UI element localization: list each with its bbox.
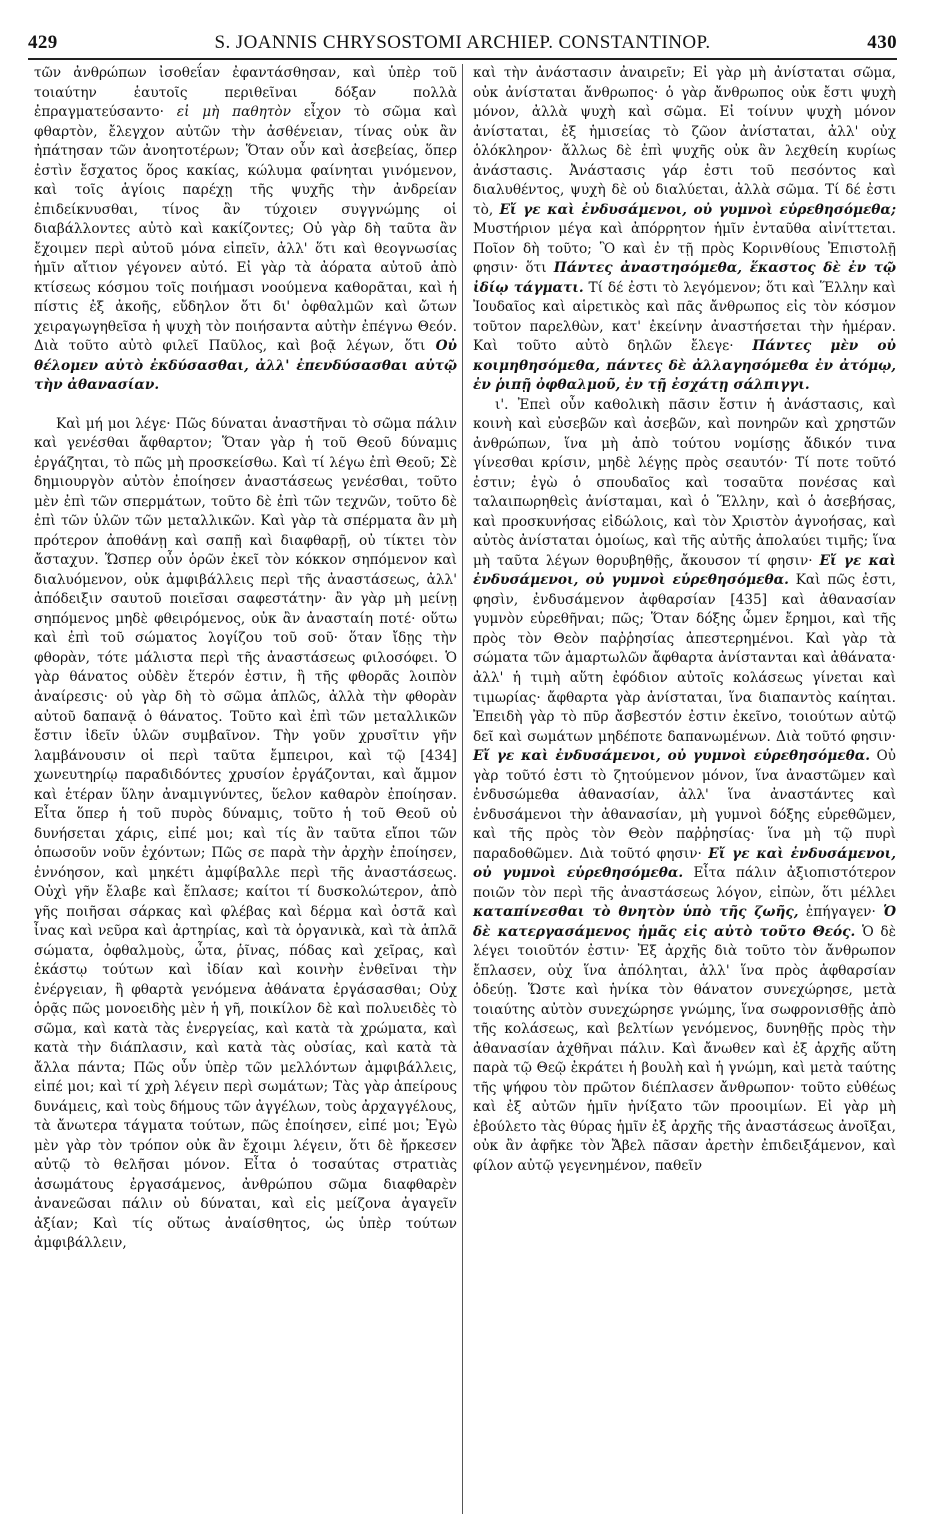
text-run: Ὁ δὲ λέγει τοιοῦτόν ἐστιν· Ἐξ ἀρχῆς διὰ τοῦτο τὸν ἄνθρωπον ἔπλασεν, οὐχ ἵνα ἀπόληται, ἀλλ' ἵνα πρὸς ἀφθαρσίαν ὁδεύῃ. Ὥστε καὶ ἡνίκα τὸν θάνατον συνεχώρησε, μετὰ τοιαύτης αὐτὸν συνεχώρησε γνώμης, ἵνα σωφρονισθῇς ἀπὸ τῆς κολάσεως, καὶ βελτίων γενόμενος, δυνηθῇς πρὸς τὴν ἀθανασίαν ἀχθῆναι πάλιν. Καὶ ἄνωθεν καὶ ἐξ ἀρχῆς αὕτη παρὰ τῷ Θεῷ ἐκράτει ἡ βουλὴ καὶ ἡ γνώμη, καὶ μετὰ ταύτης τῆς ψήφου τὸν πρῶτον διέπλασεν ἄνθρωπον· τοῦτο εὐθέως καὶ ἐξ αὐτῶν ἡμῖν ἠνίξατο τῶν προοιμίων. Εἰ γὰρ μὴ ἐβούλετο τὰς θύρας ἡμῖν ἐξ ἀρχῆς τῆς ἀναστάσεως ἀνοῖξαι, οὐκ ἂν ἀφῆκε τὸν Ἄβελ πᾶσαν ἀρετὴν ἐπιδειξάμενον, καὶ φίλον αὐτῷ γεγενημένον, παθεῖν (473, 923, 896, 1174)
paragraph (34, 64, 457, 396)
page-number-left: 429 (28, 32, 58, 53)
scripture-quote: Εἴ γε καὶ ἐνδυσάμενοι, οὐ γυμνοὶ εὑρεθησόμεθα. (473, 748, 871, 765)
scripture-quote: Εἴ γε καὶ ἐνδυσάμενοι, οὐ γυμνοὶ εὑρεθησόμεθα; (499, 201, 897, 218)
text-run: Τί δέ ἐστι τὸ λεγόμενον; ὅτι καὶ Ἕλλην καὶ Ἰουδαῖος καὶ αἱρετικὸς καὶ πᾶς ἄνθρωπος εἰς τὸν κόσμον τοῦτον παρελθὼν, κατ' ἐκείνην ἀναστήσεται τὴν ἡμέραν. Καὶ τοῦτο αὐτὸ δηλῶν ἔλεγε· (473, 279, 897, 355)
text-run: Καὶ πῶς ἐστι, φησὶν, ἐνδυσάμενον ἀφθαρσίαν [435] καὶ ἀθανασίαν γυμνὸν εὑρεθῆναι; πῶς; Ὅταν δόξης ὦμεν ἔρημοι, καὶ τῆς πρὸς τὸν Θεὸν παῤῥησίας ἀπεστερημένοι. Καὶ γὰρ τὰ σώματα τῶν ἁμαρτωλῶν ἄφθαρτα ἀνίστανται καὶ ἀθάνατα· ἀλλ' ἡ τιμὴ αὕτη ἐφόδιον αὐτοῖς κολάσεως γίνεται καὶ τιμωρίας· ἄφθαρτα γὰρ ἀνίσταται, ἵνα διαπαντὸς καίηται. Ἐπειδὴ γὰρ τὸ πῦρ ἄσβεστόν ἐστιν ἐκεῖνο, τοιούτων αὐτῷ δεῖ καὶ σωμάτων μηδέποτε δαπανωμένων. Διὰ τοῦτό φησιν· (473, 572, 896, 745)
page-header (28, 32, 897, 56)
text-run: καὶ τὴν ἀνάστασιν ἀναιρεῖν; Εἰ γὰρ μὴ ἀνίσταται σῶμα, οὐκ ἀνίσταται ἄνθρωπος· ὁ γὰρ ἄνθρωπος οὐκ ἔστι ψυχὴ μόνον, ἀλλὰ ψυχὴ καὶ σῶμα. Εἰ τοίνυν ψυχὴ μόνον ἀνίσταται, ἐξ ἡμισείας τὸ ζῶον ἀνίσταται, ἀλλ' οὐχ ὁλόκληρον· ἄλλως δὲ ἐπὶ ψυχῆς οὐκ ἂν λεχθείη κυρίως ἀνάστασις. Ἀνάστασις γάρ ἐστι τοῦ πεσόντος καὶ διαλυθέντος, ψυχὴ δὲ οὐ διαλύεται, ἀλλὰ σῶμα. Τί δέ ἐστι τὸ, (473, 65, 896, 218)
paragraph (473, 396, 896, 1177)
running-title: S. JOANNIS CHRYSOSTOMI ARCHIEP. CONSTANTINOP. (214, 32, 711, 53)
scripture-quote: Εἴ γε καὶ ἐνδυσάμενοι, οὐ γυμνοὶ εὑρεθησόμεθα. (473, 845, 896, 882)
text-run: τῶν ἀνθρώπων ἰσοθεΐαν ἐφαντάσθησαν, καὶ ὑπὲρ τοῦ τοιαύτην ἑαυτοῖς περιθεῖναι δόξαν πολλὰ ἐπραγματεύσαντο· (34, 65, 457, 121)
left-column (34, 64, 457, 1254)
scripture-quote: Οὐ θέλομεν αὐτὸ ἐκδύσασθαι, ἀλλ' ἐπενδύσασθαι αὐτῷ τὴν ἀθανασίαν. (34, 338, 457, 394)
scripture-quote: Εἴ γε καὶ ἐνδυσάμενοι, οὐ γυμνοὶ εὑρεθησόμεθα. (473, 552, 896, 589)
text-run: ἐπήγαγεν· (798, 904, 884, 921)
right-column (473, 64, 896, 1176)
column-divider (462, 64, 463, 1514)
italic-quote: εἰ μὴ παθητὸν (176, 104, 291, 121)
paragraph (473, 64, 896, 396)
text-run: εἶχον τὸ σῶμα καὶ φθαρτὸν, ἔλεγχον αὐτῶν τὴν ἀσθένειαν, τίνας οὐκ ἂν ἠπάτησαν τῶν ἀνοητοτέρων; Ὅταν οὖν καὶ ἀσεβείας, ὅπερ ἐστὶν ἔσχατος ὅρος κακίας, κώλυμα φαίνηται γινόμενον, καὶ τοῖς ἁγίοις παρέχῃ τῆς ψυχῆς τὴν ἀνδρείαν ἐπιδείκνυσθαι, τίνος ἂν τύχοιεν συγγνώμης οἱ διαβάλλοντες αὐτὸ καὶ κακίζοντες; Οὐ γὰρ δὴ ταῦτα ἂν ἔχοιμεν περὶ αὐτοῦ μόνα εἰπεῖν, ἀλλ' ὅτι καὶ θεογνωσίας ἡμῖν αἴτιον γέγονεν αὐτό. Εἰ γὰρ τὰ ἀόρατα αὐτοῦ ἀπὸ κτίσεως κόσμου τοῖς ποιήμασι νοούμενα καθορᾶται, καὶ ἡ πίστις ἐξ ἀκοῆς, εὔδηλον ὅτι δι' ὀφθαλμῶν καὶ ὤτων χειραγωγηθεῖσα ἡ ψυχὴ τὸν ποιήσαντα αὐτὴν ἐπέγνω Θεόν. Διὰ τοῦτο αὐτὸ φιλεῖ Παῦλος, καὶ βοᾷ λέγων, ὅτι (34, 104, 457, 355)
page-number-right: 430 (867, 32, 897, 53)
scripture-quote: Πάντες μὲν οὐ κοιμηθησόμεθα, πάντες δὲ ἀλλαγησόμεθα ἐν ἀτόμῳ, ἐν ῥιπῇ ὀφθαλμοῦ, ἐν τῇ ἐσχάτῃ σάλπιγγι. (473, 338, 896, 394)
scripture-quote: Πάντες ἀναστησόμεθα, ἕκαστος δὲ ἐν τῷ ἰδίῳ τάγματι. (473, 260, 896, 296)
text-run: Μυστήριον μέγα καὶ ἀπόρρητον ἡμῖν ἐνταῦθα αἰνίττεται. Ποῖον δὴ τοῦτο; Ὃ καὶ ἐν τῇ πρὸς Κορινθίους Ἐπιστολῇ φησιν· ὅτι (473, 221, 896, 277)
text-run: Οὐ γὰρ τοῦτό ἐστι τὸ ζητούμενον μόνον, ἵνα ἀναστῶμεν καὶ ἐνδυσώμεθα ἀθανασίαν, ἀλλ' ἵνα ἀναστάντες καὶ ἐνδυσάμενοι τὴν ἀθανασίαν, μὴ γυμνοὶ δόξης εὑρεθῶμεν, καὶ τῆς πρὸς τὸν Θεὸν παῤῥησίας· ἵνα μὴ τῷ πυρὶ παραδοθῶμεν. Διὰ τοῦτό φησιν· (473, 748, 896, 862)
text-run: Εἶτα πάλιν ἀξιοπιστότερον ποιῶν τὸν περὶ τῆς ἀναστάσεως λόγον, εἰπὼν, ὅτι μέλλει (473, 865, 896, 901)
paragraph: Καὶ μή μοι λέγε· Πῶς δύναται ἀναστῆναι τὸ σῶμα πάλιν καὶ γενέσθαι ἄφθαρτον; Ὅταν γὰρ ἡ τοῦ Θεοῦ δύναμις ἐργάζηται, τὸ πῶς μὴ προσκείσθω. Καὶ τί λέγω ἐπὶ Θεοῦ; Σὲ δημιουργὸν αὐτὸν ἐποίησεν ἀναστάσεως γενέσθαι, τοῦτο μὲν ἐπὶ τῶν σπερμάτων, τοῦτο δὲ ἐπὶ τῶν τεχνῶν, τοῦτο δὲ ἐπὶ τῶν ὑλῶν τῶν μεταλλικῶν. Καὶ γὰρ τὰ σπέρματα ἂν μὴ πρότερον ἀποθάνῃ καὶ σαπῇ καὶ διαφθαρῇ, οὐ τίκτει τὸν ἄσταχυν. Ὥσπερ οὖν ὁρῶν ἐκεῖ τὸν κόκκον σηπόμενον καὶ διαλυόμενον, οὐκ ἀμφιβάλλεις περὶ τῆς ἀναστάσεως, ἀλλ' ἀπόδειξιν σαυτοῦ ποιεῖσαι σαφεστάτην· ἂν γὰρ μὴ μείνῃ σηπόμενος μηδὲ φθειρόμενος, οὐκ ἂν ἀνασταίη ποτέ· οὕτω καὶ ἐπὶ τοῦ σώματος λογίζου τοῦ σοῦ· ὅταν ἴδῃς τὴν φθορὰν, τότε μάλιστα περὶ τῆς ἀναστάσεως φιλοσόφει. Ὁ γὰρ θάνατος οὐδὲν ἕτερόν ἐστιν, ἢ τῆς φθορᾶς λοιπὸν ἀναίρεσις· οὐ γὰρ δὴ τὸ σῶμα ἁπλῶς, ἀλλὰ τὴν φθορὰν αὐτοῦ δαπανᾷ ὁ θάνατος. Τοῦτο καὶ ἐπὶ τῶν μεταλλικῶν ἔστιν ἰδεῖν ὑλῶν συμβαῖνον. Τὴν γοῦν χρυσῖτιν γῆν λαμβάνουσιν οἱ περὶ ταῦτα ἔμπειροι, καὶ τῷ [434] χωνευτηρίῳ παραδιδόντες χρυσίον ἐργάζονται, καὶ ἄμμον καὶ ἑτέραν ὕλην ἀναμιγνύντες, ὕελον καθαρὸν ἐποίησαν. Εἶτα ὅπερ ἡ τοῦ πυρὸς δύναμις, τοῦτο ἡ τοῦ Θεοῦ οὐ δυνήσεται χάρις, εἰπέ μοι; καὶ τίς ἂν ταῦτα εἴποι τῶν ὁπωσοῦν νοῦν ἐχόντων; Πῶς σε παρὰ τὴν ἀρχὴν ἐποίησεν, ἐννόησον, καὶ μηκέτι ἀμφίβαλλε περὶ τῆς ἀναστάσεως. Οὐχὶ γῆν ἔλαβε καὶ ἔπλασε; καίτοι τί δυσκολώτερον, ἀπὸ γῆς ποιῆσαι σάρκας καὶ φλέβας καὶ δέρμα καὶ ὀστᾶ καὶ ἶνας καὶ νεῦρα καὶ ἀρτηρίας, καὶ τὰ ὀργανικὰ, καὶ τὰ ἁπλᾶ σώματα, ὀφθαλμοὺς, ὦτα, ῥῖνας, πόδας καὶ χεῖρας, καὶ ἑκάστῳ τούτων καὶ ἰδίαν καὶ κοινὴν ἐνθεῖναι τὴν ἐνέργειαν, ἢ φθαρτὰ γενόμενα ἀθάνατα ἐργάσασθαι; Οὐχ ὁρᾷς πῶς μονοειδὴς μὲν ἡ γῆ, ποικίλον δὲ καὶ πολυειδὲς τὸ σῶμα, καὶ κατὰ τὰς ἐνεργείας, καὶ κατὰ τὰ χρώματα, καὶ κατὰ τὴν διάπλασιν, καὶ κατὰ τὰς οὐσίας, καὶ κατὰ τὰ ἄλλα πάντα; Πῶς οὖν ὑπὲρ τῶν μελλόντων ἀμφιβάλλεις, εἰπέ μοι; καὶ τί χρὴ λέγειν περὶ σωμάτων; Τὰς γὰρ ἀπείρους δυνάμεις, καὶ τοὺς δήμους τῶν ἀγγέλων, τοὺς ἀρχαγγέλους, τὰ ἄνωτερα τάγματα τούτων, πῶς ἐποίησεν, εἰπέ μοι; Ἐγὼ μὲν γὰρ τὸν τρόπον οὐκ ἂν ἔχοιμι λέγειν, ὅτι δὲ ἤρκεσεν αὐτῷ τὸ θελῆσαι μόνον. Εἶτα ὁ τοσαύτας στρατιὰς ἀσωμάτους ἐργασάμενος, ἀνθρώπου σῶμα διαφθαρὲν ἀνανεῶσαι πάλιν οὐ δύναται, καὶ εἰς μείζονα ἀγαγεῖν ἀξίαν; Καὶ τίς οὕτως ἀναίσθητος, ὡς ὑπὲρ τούτων ἀμφιβάλλειν, (34, 415, 457, 1252)
header-rule (28, 58, 897, 60)
scripture-quote: καταπίνεσθαι τὸ θνητὸν ὑπὸ τῆς ζωῆς, (473, 904, 799, 921)
scripture-quote: Ὁ δὲ κατεργασάμενος ἡμᾶς εἰς αὐτὸ τοῦτο Θεός. (473, 904, 896, 940)
section-start: ι'. Ἐπεὶ οὖν καθολικὴ πᾶσιν ἔστιν ἡ ἀνάστασις, καὶ κοινὴ καὶ εὐσεβῶν καὶ ἀσεβῶν, καὶ πονηρῶν καὶ χρηστῶν ἀνθρώπων, ἵνα μὴ ἀπὸ τούτου νομίσῃς ἄδικόν τινα γίνεσθαι κρίσιν, μηδὲ λέγῃς πρὸς σεαυτόν· Τί ποτε τοῦτό ἐστιν; ἐγὼ ὁ σπουδαῖος καὶ τοσαῦτα πονέσας καὶ ταλαιπωρηθεὶς ἀνίσταμαι, καὶ ὁ Ἕλλην, καὶ ὁ ἀσεβήσας, καὶ προσκυνήσας εἰδώλοις, καὶ τὸν Χριστὸν ἀγνοήσας, καὶ αὐτὸς ἀνίσταται ὁμοίως, καὶ τῆς αὐτῆς ἀπολαύει τιμῆς; ἵνα μὴ ταῦτα λέγων θορυβηθῇς, ἄκουσον τί φησιν· (473, 396, 896, 569)
